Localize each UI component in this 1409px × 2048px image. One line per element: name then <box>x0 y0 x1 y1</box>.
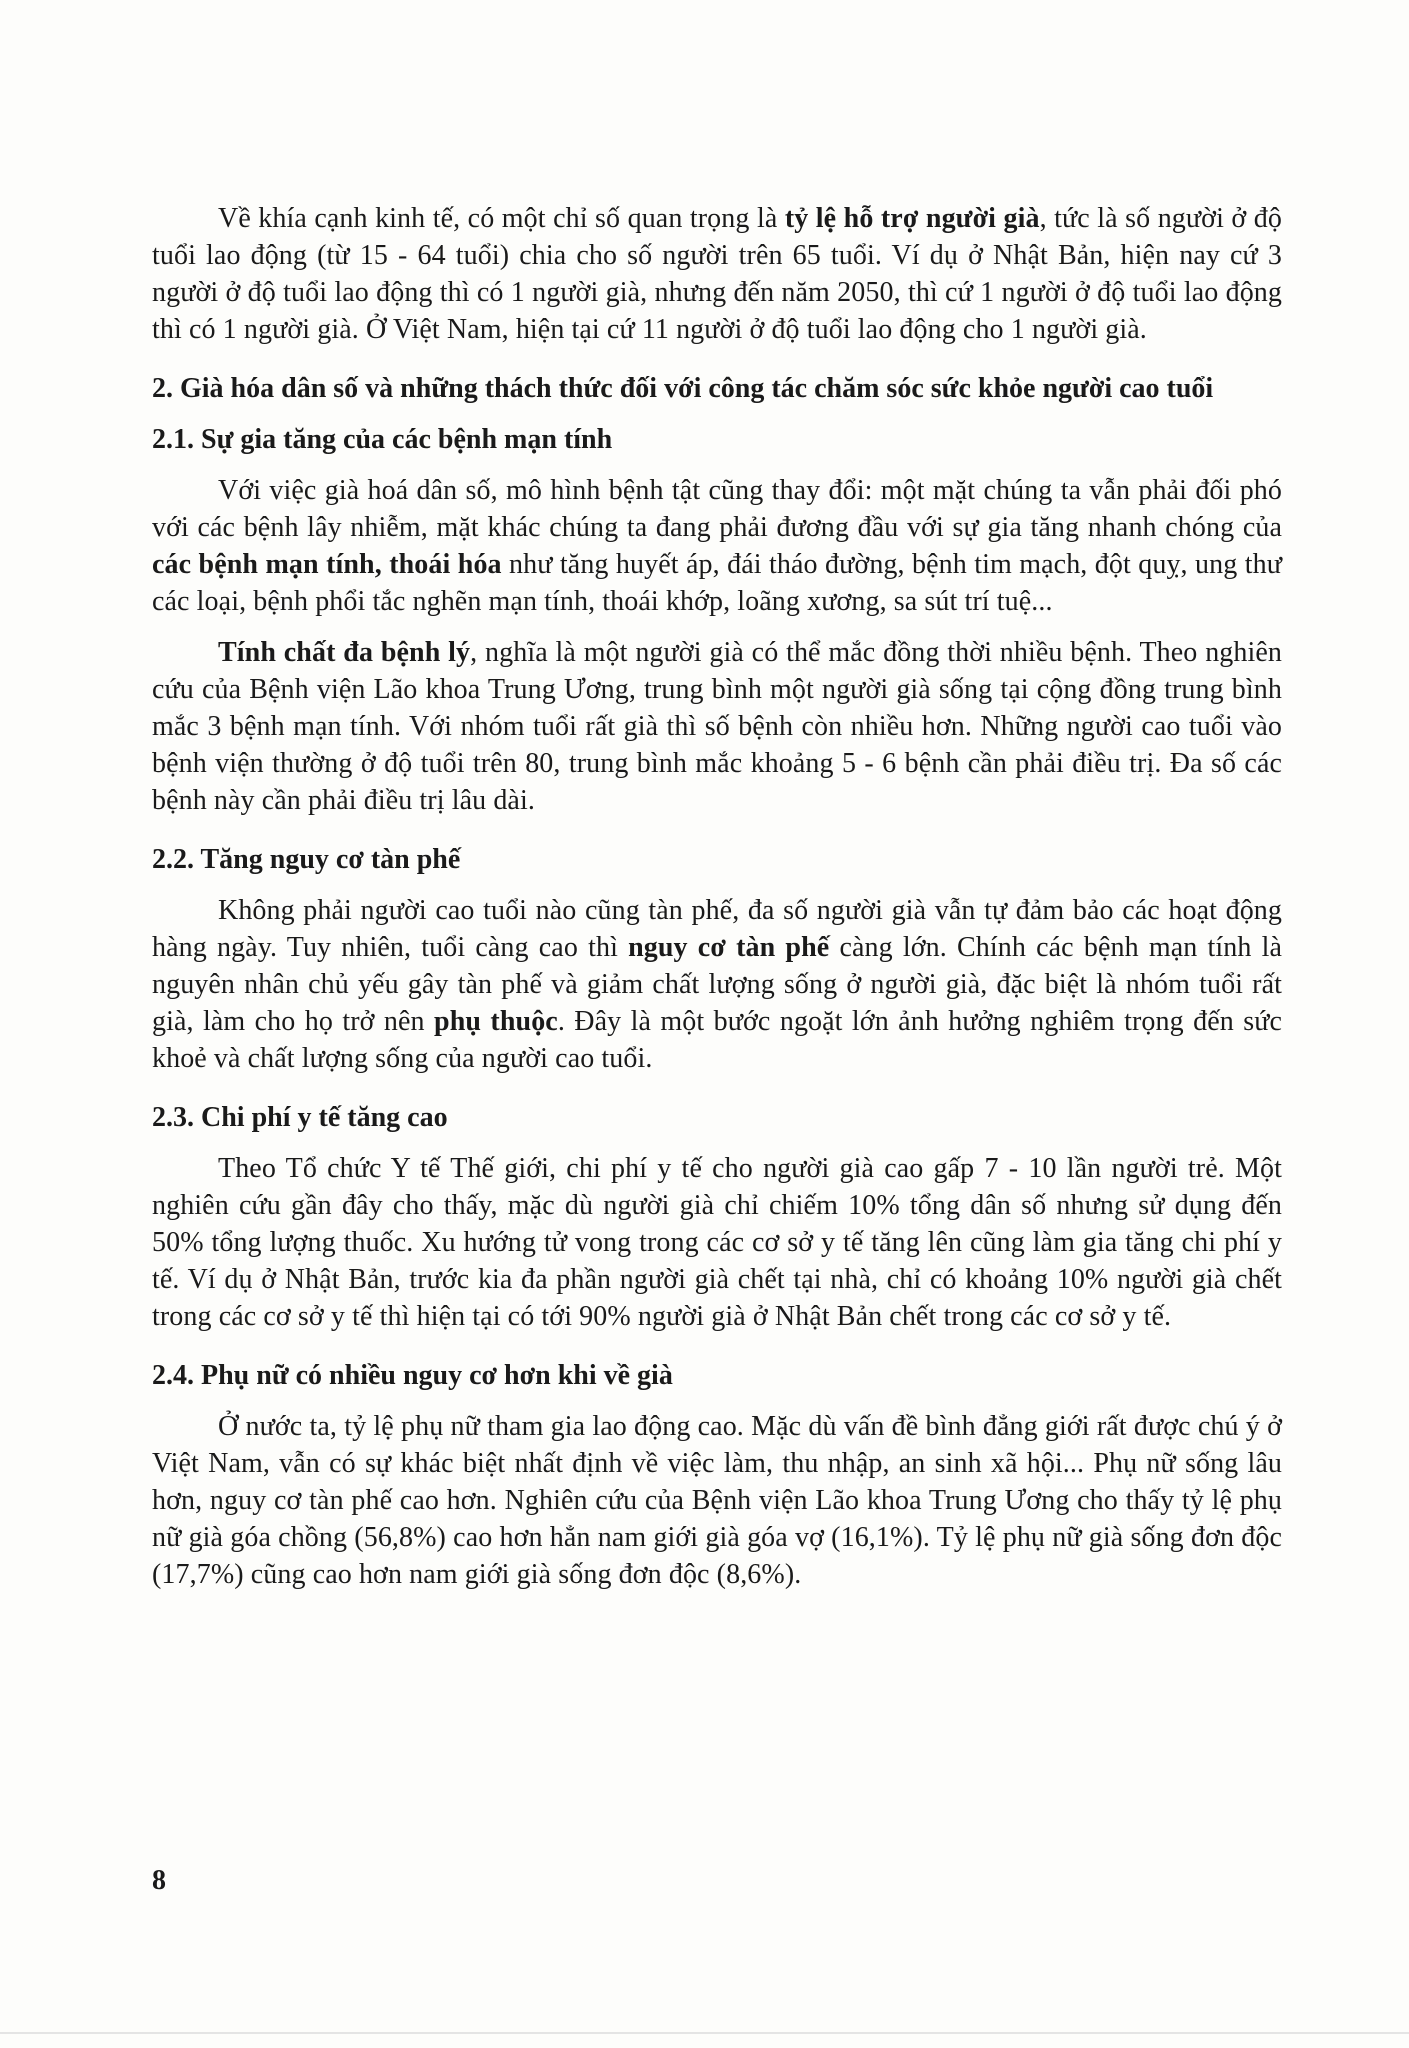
s21-p2-bold: Tính chất đa bệnh lý <box>218 637 471 668</box>
scan-edge-line <box>0 2032 1409 2034</box>
s22-text-1: Không phải người cao tuổi nào cũng tàn phế, đa số người già vẫn tự đảm bảo các hoạt động hàng ngày. Tuy nhiên, tuổi càng cao thì <box>152 895 1282 963</box>
page-number: 8 <box>152 1865 166 1896</box>
section-2-4-paragraph: Ở nước ta, tỷ lệ phụ nữ tham gia lao động cao. Mặc dù vấn đề bình đẳng giới rất được chú ý ở Việt Nam, vẫn có sự khác biệt nhất định về việc làm, thu nhập, an sinh xã hội... Phụ nữ sống lâu hơn, nguy cơ tàn phế cao hơn. Nghiên cứu của Bệnh viện Lão khoa Trung Ương cho thấy tỷ lệ phụ nữ già góa chồng (56,8%) cao hơn hẳn nam giới già góa vợ (16,1%). Tỷ lệ phụ nữ già sống đơn độc (17,7%) cũng cao hơn nam giới già sống đơn độc (8,6%). <box>152 1411 1282 1590</box>
section-2-1-paragraph-1 <box>152 472 1282 620</box>
section-2-1-paragraph-2 <box>152 634 1282 819</box>
intro-text-2: , tức là số người ở độ tuổi lao động (từ 15 - 64 tuổi) chia cho số người trên 65 tuổi. Ví dụ ở Nhật Bản, hiện nay cứ 3 người ở độ tuổi lao động thì có 1 người già, nhưng đến năm 2050, thì cứ 1 người ở độ tuổi lao động thì có 1 người già. Ở Việt Nam, hiện tại cứ 11 người ở độ tuổi lao động cho 1 người già. <box>152 203 1282 345</box>
intro-text-1: Về khía cạnh kinh tế, có một chỉ số quan trọng là <box>218 203 785 234</box>
page-body <box>152 200 1282 1593</box>
s22-bold-1: nguy cơ tàn phế <box>628 932 830 963</box>
s21-p1-text-1: Với việc già hoá dân số, mô hình bệnh tật cũng thay đổi: một mặt chúng ta vẫn phải đối phó với các bệnh lây nhiễm, mặt khác chúng ta đang phải đương đầu với sự gia tăng nhanh chóng của <box>152 475 1282 543</box>
section-2-4-heading: 2.4. Phụ nữ có nhiều nguy cơ hơn khi về già <box>152 1360 673 1391</box>
section-2-2-heading: 2.2. Tăng nguy cơ tàn phế <box>152 844 461 875</box>
s22-text-2: càng lớn. Chính các bệnh mạn tính là nguyên nhân chủ yếu gây tàn phế và giảm chất lượng sống ở người già, đặc biệt là nhóm tuổi rất già, làm cho họ trở nên <box>152 932 1283 1037</box>
section-2-3-heading: 2.3. Chi phí y tế tăng cao <box>152 1102 448 1133</box>
section-2-1-heading: 2.1. Sự gia tăng của các bệnh mạn tính <box>152 424 613 455</box>
s22-text-3: . Đây là một bước ngoặt lớn ảnh hưởng nghiêm trọng đến sức khoẻ và chất lượng sống của người cao tuổi. <box>152 1006 1282 1074</box>
intro-paragraph <box>152 200 1282 348</box>
s22-bold-2: phụ thuộc <box>434 1006 558 1037</box>
s21-p1-bold: các bệnh mạn tính, thoái hóa <box>152 549 502 580</box>
section-2-heading: 2. Già hóa dân số và những thách thức đối với công tác chăm sóc sức khỏe người cao tuổi <box>152 373 1214 404</box>
section-2-2-paragraph <box>152 892 1282 1077</box>
intro-bold-term: tỷ lệ hỗ trợ người già <box>784 203 1040 234</box>
s21-p1-text-2: như tăng huyết áp, đái tháo đường, bệnh tim mạch, đột quỵ, ung thư các loại, bệnh phổi tắc nghẽn mạn tính, thoái khớp, loãng xương, sa sút trí tuệ... <box>152 549 1282 617</box>
section-2-3-paragraph: Theo Tổ chức Y tế Thế giới, chi phí y tế cho người già cao gấp 7 - 10 lần người trẻ. Một nghiên cứu gần đây cho thấy, mặc dù người già chỉ chiếm 10% tổng dân số nhưng sử dụng đến 50% tổng lượng thuốc. Xu hướng tử vong trong các cơ sở y tế tăng lên cũng làm gia tăng chi phí y tế. Ví dụ ở Nhật Bản, trước kia đa phần người già chết tại nhà, chỉ có khoảng 10% người già chết trong các cơ sở y tế thì hiện tại có tới 90% người già ở Nhật Bản chết trong các cơ sở y tế. <box>152 1153 1282 1332</box>
s21-p2-text-1: , nghĩa là một người già có thể mắc đồng thời nhiều bệnh. Theo nghiên cứu của Bệnh viện Lão khoa Trung Ương, trung bình một người già sống tại cộng đồng trung bình mắc 3 bệnh mạn tính. Với nhóm tuổi rất già thì số bệnh còn nhiều hơn. Những người cao tuổi vào bệnh viện thường ở độ tuổi trên 80, trung bình mắc khoảng 5 - 6 bệnh cần phải điều trị. Đa số các bệnh này cần phải điều trị lâu dài. <box>152 637 1282 816</box>
